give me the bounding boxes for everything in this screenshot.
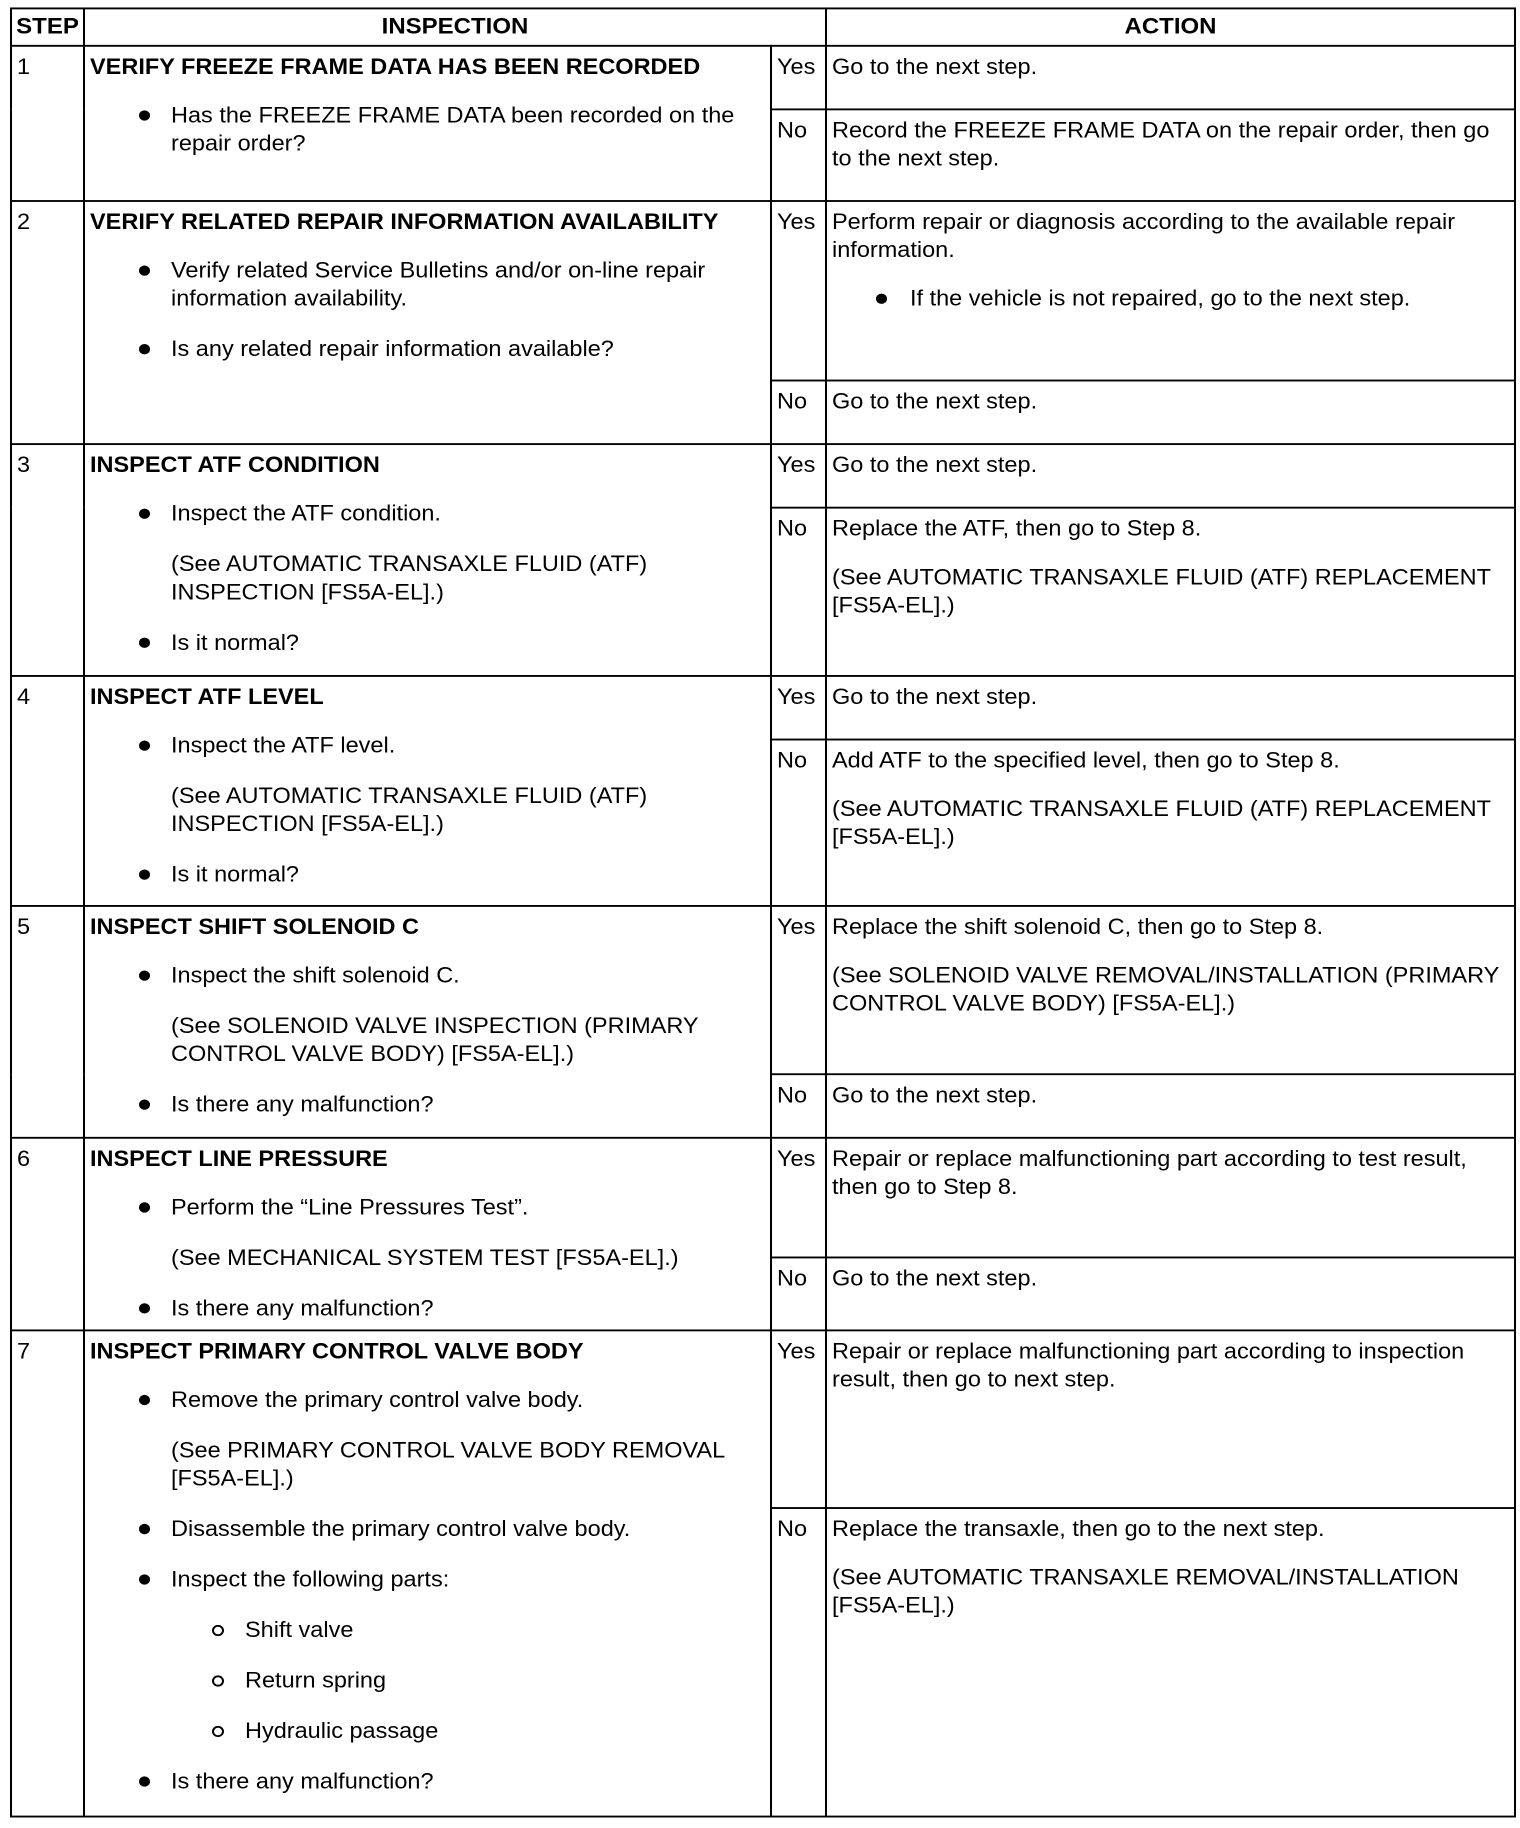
step-number: 2 [11, 201, 84, 444]
inspection-title: INSPECT LINE PRESSURE [90, 1146, 388, 1171]
sub-bullet-item: Hydraulic passage [90, 1717, 766, 1745]
step-number: 5 [11, 906, 84, 1138]
bullet-item: Inspect the ATF level. [90, 731, 766, 759]
action-text: Go to the next step. [832, 1265, 1038, 1291]
yes-answer: Yes [771, 444, 826, 508]
bullet-item: Is it normal? [90, 628, 766, 656]
inspection-title: INSPECT ATF LEVEL [90, 684, 324, 709]
action-text: Go to the next step. [832, 388, 1038, 414]
action-cell [826, 508, 1515, 676]
inspection-cell [84, 444, 771, 676]
bullet-item: Remove the primary control valve body. [90, 1386, 766, 1414]
inspection-list [90, 731, 766, 888]
bullet-item: Is there any malfunction? [90, 1294, 766, 1322]
step-number: 3 [11, 444, 84, 676]
no-answer: No [771, 508, 826, 676]
bullet-item: Is any related repair information available? [90, 335, 766, 363]
action-text: Perform repair or diagnosis according to the available repair information. [832, 209, 1456, 262]
action-cell [826, 676, 1515, 740]
bullet-item: Inspect the following parts: [90, 1565, 766, 1593]
action-cell [826, 46, 1515, 110]
bullet-item: Verify related Service Bulletins and/or on-line repair information availability. [90, 256, 766, 312]
inspection-list [90, 101, 766, 157]
inspection-cell [84, 1330, 771, 1816]
action-text: Add ATF to the specified level, then go to Step 8. [832, 747, 1340, 773]
action-text: (See AUTOMATIC TRANSAXLE REMOVAL/INSTALLATION [FS5A-EL].) [832, 1565, 1459, 1618]
action-cell [826, 906, 1515, 1074]
no-answer: No [771, 1257, 826, 1330]
inspection-list [90, 1193, 766, 1322]
no-answer: No [771, 1508, 826, 1817]
no-answer: No [771, 381, 826, 445]
action-text: Repair or replace malfunctioning part according to inspection result, then go to next step. [832, 1338, 1465, 1392]
step-row [11, 46, 1515, 110]
bullet-item: Inspect the ATF condition. [90, 499, 766, 527]
reference-text: (See AUTOMATIC TRANSAXLE FLUID (ATF) INSPECTION [FS5A-EL].) [171, 551, 648, 604]
step-number: 7 [11, 1330, 84, 1816]
no-answer: No [771, 1074, 826, 1138]
inspection-list [90, 1386, 766, 1795]
yes-answer: Yes [771, 1330, 826, 1508]
step-row [11, 676, 1515, 740]
inspection-cell [84, 1138, 771, 1331]
action-cell [826, 109, 1515, 201]
reference-text: (See AUTOMATIC TRANSAXLE FLUID (ATF) INSPECTION [FS5A-EL].) [171, 783, 648, 836]
action-text: Go to the next step. [832, 54, 1038, 79]
step-number: 1 [11, 46, 84, 201]
inspection-cell [84, 46, 771, 201]
inspection-column-header: INSPECTION [84, 8, 826, 45]
action-cell [826, 1138, 1515, 1258]
no-answer: No [771, 109, 826, 201]
diagnostic-table [10, 7, 1516, 1817]
action-text: (See AUTOMATIC TRANSAXLE FLUID (ATF) REPLACEMENT [FS5A-EL].) [832, 796, 1491, 849]
inspection-cell [84, 201, 771, 444]
action-text: Replace the transaxle, then go to the next step. [832, 1516, 1325, 1541]
step-row [11, 906, 1515, 1074]
bullet-item: Is it normal? [90, 860, 766, 888]
action-text: (See SOLENOID VALVE REMOVAL/INSTALLATION (PRIMARY CONTROL VALVE BODY) [FS5A-EL].) [832, 962, 1499, 1016]
inspection-title: INSPECT SHIFT SOLENOID C [90, 914, 420, 939]
yes-answer: Yes [771, 906, 826, 1074]
action-text: Go to the next step. [832, 684, 1038, 709]
reference-text: (See MECHANICAL SYSTEM TEST [FS5A-EL].) [171, 1245, 679, 1270]
yes-answer: Yes [771, 1138, 826, 1258]
action-text: Replace the ATF, then go to Step 8. [832, 516, 1202, 541]
step-row [11, 201, 1515, 381]
bullet-item: Has the FREEZE FRAME DATA been recorded on the repair order? [90, 101, 766, 157]
action-cell [826, 444, 1515, 508]
action-text: Go to the next step. [832, 1082, 1038, 1107]
bullet-item: Perform the “Line Pressures Test”. [90, 1193, 766, 1221]
bullet-item: Is there any malfunction? [90, 1767, 766, 1795]
inspection-cell [84, 676, 771, 906]
action-cell [826, 1257, 1515, 1330]
step-column-header: STEP [11, 8, 84, 45]
step-number: 6 [11, 1138, 84, 1331]
action-text: Replace the shift solenoid C, then go to Step 8. [832, 914, 1324, 939]
step-row [11, 444, 1515, 508]
inspection-list [90, 961, 766, 1118]
yes-answer: Yes [771, 201, 826, 381]
inspection-title: VERIFY RELATED REPAIR INFORMATION AVAILABILITY [90, 209, 719, 234]
bullet-item: Is there any malfunction? [90, 1090, 766, 1118]
inspection-list [90, 256, 766, 363]
sub-bullet-item: Return spring [90, 1666, 766, 1694]
step-row [11, 1138, 1515, 1258]
inspection-title: VERIFY FREEZE FRAME DATA HAS BEEN RECORDED [90, 54, 701, 79]
step-number: 4 [11, 676, 84, 906]
action-cell [826, 1074, 1515, 1138]
action-cell [826, 381, 1515, 445]
inspection-list [90, 499, 766, 656]
sub-bullet-item: Shift valve [90, 1616, 766, 1644]
bullet-item: If the vehicle is not repaired, go to the next step. [832, 284, 1510, 312]
yes-answer: Yes [771, 676, 826, 740]
action-text: (See AUTOMATIC TRANSAXLE FLUID (ATF) REPLACEMENT [FS5A-EL].) [832, 564, 1491, 618]
action-cell [826, 201, 1515, 381]
action-text: Repair or replace malfunctioning part according to test result, then go to Step 8. [832, 1146, 1467, 1199]
reference-text: (See PRIMARY CONTROL VALVE BODY REMOVAL [FS5A-EL].) [171, 1437, 725, 1491]
no-answer: No [771, 740, 826, 906]
action-column-header: ACTION [826, 8, 1515, 45]
action-cell [826, 1508, 1515, 1817]
reference-text: (See SOLENOID VALVE INSPECTION (PRIMARY CONTROL VALVE BODY) [FS5A-EL].) [171, 1013, 699, 1066]
action-text: Go to the next step. [832, 452, 1038, 477]
yes-answer: Yes [771, 46, 826, 110]
bullet-item: Disassemble the primary control valve body. [90, 1515, 766, 1543]
step-row [11, 1330, 1515, 1508]
action-cell [826, 740, 1515, 906]
action-text: Record the FREEZE FRAME DATA on the repair order, then go to the next step. [832, 117, 1490, 171]
inspection-title: INSPECT ATF CONDITION [90, 452, 380, 477]
inspection-title: INSPECT PRIMARY CONTROL VALVE BODY [90, 1338, 584, 1364]
inspection-cell [84, 906, 771, 1138]
bullet-item: Inspect the shift solenoid C. [90, 961, 766, 989]
header-row [11, 8, 1515, 45]
action-cell [826, 1330, 1515, 1508]
